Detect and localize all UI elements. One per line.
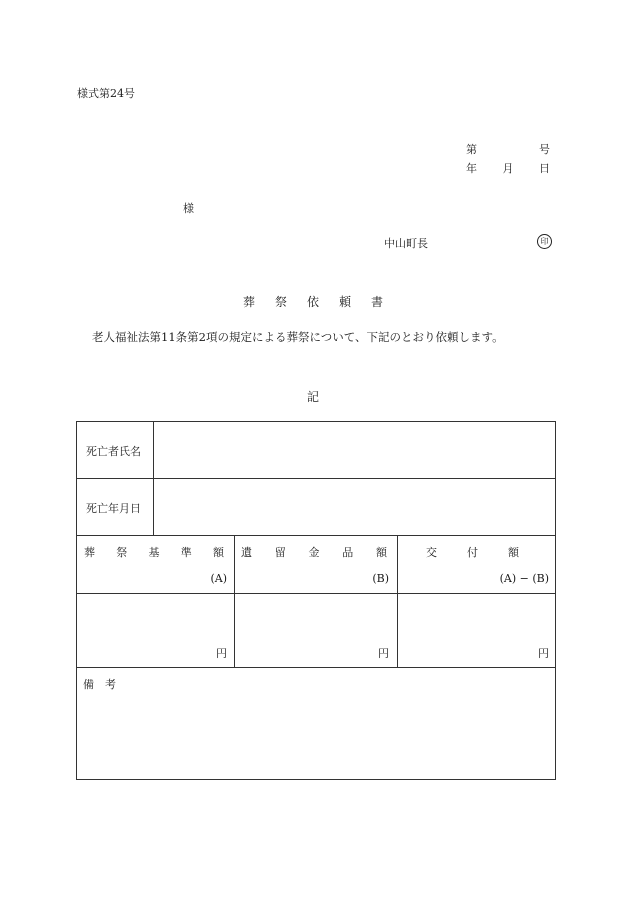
header-char: 交 bbox=[426, 546, 437, 559]
addressee-suffix: 様 bbox=[183, 202, 194, 215]
title-char: 依 bbox=[306, 295, 319, 309]
header-char: 基 bbox=[148, 546, 160, 559]
col2-sub-label: (B) bbox=[372, 572, 389, 585]
grant-amount-header bbox=[426, 544, 519, 560]
yen-label: 円 bbox=[216, 647, 227, 660]
header-char: 額 bbox=[376, 546, 387, 559]
death-date-field[interactable] bbox=[154, 479, 555, 535]
header-char: 遺 bbox=[241, 546, 252, 559]
number-go: 号 bbox=[539, 143, 550, 156]
document-number-line bbox=[466, 141, 550, 157]
header-char: 留 bbox=[274, 546, 286, 559]
title-char: 葬 bbox=[243, 295, 256, 309]
death-date-label: 死亡年月日 bbox=[86, 502, 141, 515]
yen-label: 円 bbox=[378, 647, 389, 660]
issuer-name: 中山町長 bbox=[384, 237, 428, 250]
remaining-assets-header bbox=[241, 544, 387, 560]
body-text: 老人福祉法第11条第2項の規定による葬祭について、下記のとおり依頼します。 bbox=[92, 330, 504, 344]
deceased-name-field[interactable] bbox=[154, 422, 555, 478]
date-day: 日 bbox=[539, 162, 550, 175]
header-char: 品 bbox=[342, 546, 354, 559]
seal-icon: 印 bbox=[537, 234, 552, 249]
col1-sub-label: (A) bbox=[210, 572, 227, 585]
header-char: 金 bbox=[308, 546, 320, 559]
header-char: 額 bbox=[213, 546, 224, 559]
header-char: 祭 bbox=[116, 546, 128, 559]
col3-sub-label: (A) − (B) bbox=[499, 572, 549, 585]
remarks-label: 備 考 bbox=[83, 678, 116, 691]
title-char: 祭 bbox=[274, 295, 287, 309]
number-dai: 第 bbox=[466, 143, 477, 156]
title-char: 書 bbox=[370, 295, 383, 309]
form-table bbox=[76, 421, 556, 780]
header-char: 額 bbox=[508, 546, 519, 559]
title-char: 頼 bbox=[338, 295, 351, 309]
form-number: 様式第24号 bbox=[77, 87, 135, 100]
date-year: 年 bbox=[466, 162, 477, 175]
deceased-name-label: 死亡者氏名 bbox=[86, 445, 141, 458]
date-month: 月 bbox=[502, 162, 514, 175]
table-rule bbox=[77, 667, 555, 668]
header-char: 葬 bbox=[84, 546, 95, 559]
header-char: 準 bbox=[180, 546, 192, 559]
document-title bbox=[243, 293, 383, 310]
date-line bbox=[466, 160, 550, 176]
table-rule bbox=[77, 535, 555, 536]
header-char: 付 bbox=[467, 546, 478, 559]
yen-label: 円 bbox=[538, 647, 549, 660]
ki-heading: 記 bbox=[307, 390, 320, 404]
remarks-field[interactable] bbox=[77, 694, 555, 779]
funeral-standard-header bbox=[84, 544, 224, 560]
